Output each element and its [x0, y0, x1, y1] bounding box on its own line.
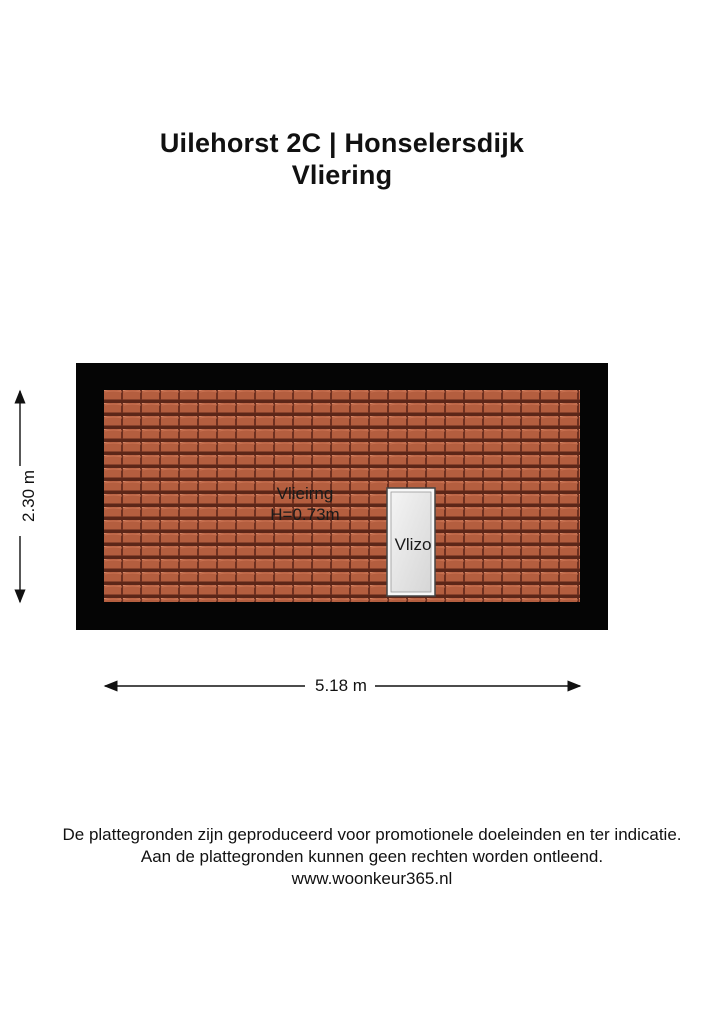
- width-dimension-label: 5.18 m: [310, 676, 372, 696]
- room-name-label: Vlieirng: [276, 484, 334, 503]
- hatch-label: Vlizo: [394, 535, 432, 554]
- website-link[interactable]: www.woonkeur365.nl: [291, 869, 453, 888]
- disclaimer-line-1: De plattegronden zijn geproduceerd voor promotionele doeleinden en ter indicatie.: [62, 825, 682, 844]
- page-title: Uilehorst 2C | Honselersdijk: [159, 128, 525, 158]
- room-height-label: H=0.73m: [270, 505, 340, 524]
- disclaimer-line-2: Aan de plattegronden kunnen geen rechten worden ontleend.: [140, 847, 604, 866]
- height-dimension-label: 2.30 m: [19, 466, 39, 526]
- page-subtitle: Vliering: [291, 160, 393, 190]
